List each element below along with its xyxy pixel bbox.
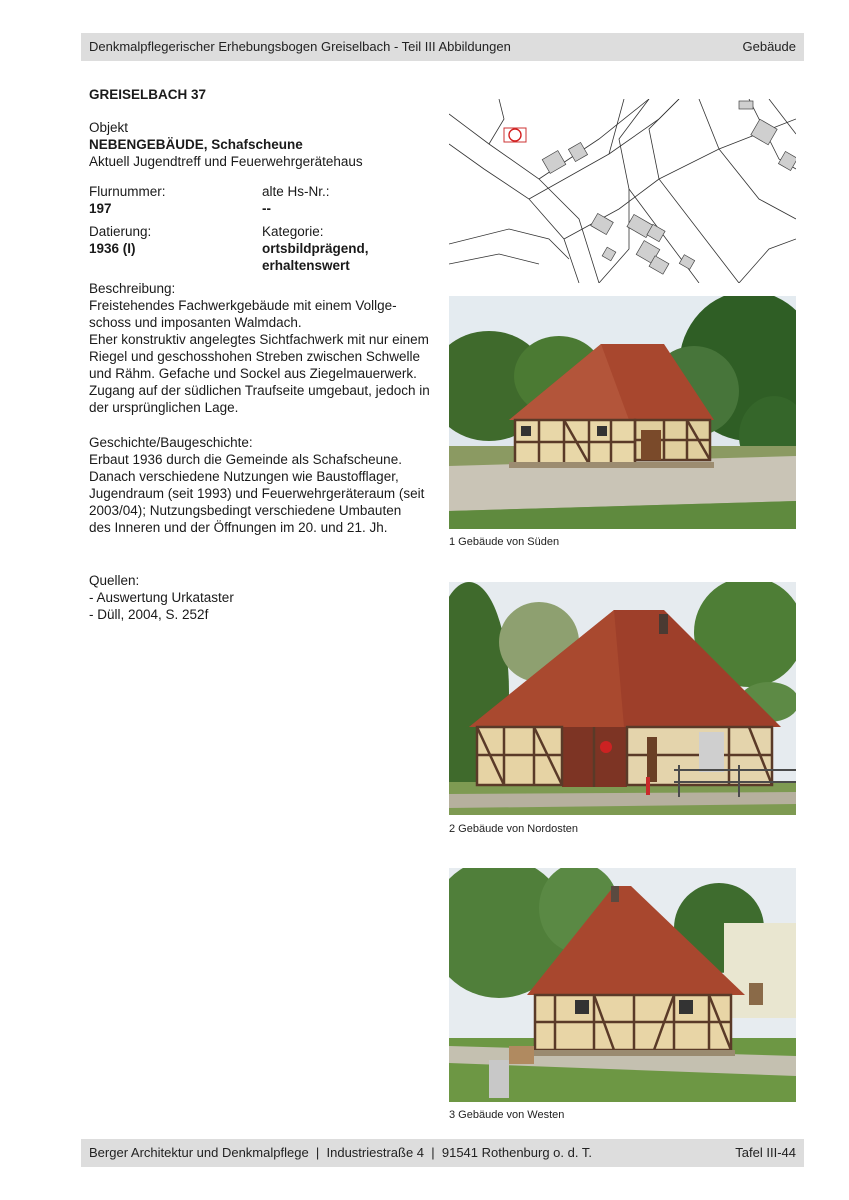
quellen-label: Quellen:	[89, 573, 140, 588]
page-header	[81, 33, 804, 61]
record-fields	[89, 183, 429, 273]
document-title: Denkmalpflegerischer Erhebungsbogen Greiselbach - Teil III Abbildungen	[89, 39, 511, 54]
flurnummer-value: 197	[89, 201, 112, 216]
kategorie-label: Kategorie:	[262, 224, 324, 239]
quellen-item: - Düll, 2004, S. 252f	[89, 607, 209, 622]
photo-gebaeude-nordosten	[449, 582, 796, 815]
photo-gebaeude-westen	[449, 868, 796, 1102]
cadastral-map	[449, 99, 796, 283]
photo-caption: 2 Gebäude von Nordosten	[449, 823, 579, 835]
beschreibung-line: Freistehendes Fachwerkgebäude mit einem Vollge-	[89, 298, 397, 313]
datierung-value: 1936 (I)	[89, 241, 136, 256]
footer-address: Berger Architektur und Denkmalpflege | Industriestraße 4 | 91541 Rothenburg o. d. T.	[89, 1145, 592, 1160]
objekt-name: NEBENGEBÄUDE, Schafscheune	[89, 137, 303, 152]
beschreibung-label: Beschreibung:	[89, 281, 176, 296]
geschichte-line: Danach verschiedene Nutzungen wie Baustofflager,	[89, 469, 399, 484]
plate-number: Tafel III-44	[735, 1145, 796, 1160]
kategorie-value-2: erhaltenswert	[262, 258, 350, 273]
alte-hs-label: alte Hs-Nr.:	[262, 184, 330, 199]
beschreibung-line: Eher konstruktiv angelegtes Sichtfachwerk mit nur einem	[89, 332, 429, 347]
photo-caption: 3 Gebäude von Westen	[449, 1109, 565, 1121]
geschichte-line: 2003/04); Nutzungsbedingt verschiedene Umbauten	[89, 503, 402, 518]
beschreibung-line: schoss und imposanten Walmdach.	[89, 315, 302, 330]
section-label: Gebäude	[742, 39, 796, 54]
geschichte-line: Erbaut 1936 durch die Gemeinde als Schafscheune.	[89, 452, 402, 467]
photo-caption: 1 Gebäude von Süden	[449, 536, 560, 548]
beschreibung-line: und Rähm. Gefache und Sockel aus Ziegelmauerwerk.	[89, 366, 417, 381]
field-row-datierung	[89, 223, 429, 273]
objekt-block	[89, 119, 429, 170]
beschreibung-line: Riegel und geschosshohen Streben zwischen Schwelle	[89, 349, 420, 364]
field-row-flurnummer	[89, 183, 429, 217]
beschreibung-line: Zugang auf der südlichen Traufseite umgebaut, jedoch in	[89, 383, 430, 398]
beschreibung-section	[89, 280, 441, 416]
quellen-section	[89, 572, 429, 623]
beschreibung-line: der ursprünglichen Lage.	[89, 400, 239, 415]
geschichte-line: des Inneren und der Öffnungen im 20. und 21. Jh.	[89, 520, 388, 535]
objekt-label: Objekt	[89, 120, 129, 135]
geschichte-label: Geschichte/Baugeschichte:	[89, 435, 253, 450]
photo-gebaeude-sueden	[449, 296, 796, 529]
datierung-label: Datierung:	[89, 224, 152, 239]
page-footer	[81, 1139, 804, 1167]
record-title: GREISELBACH 37	[89, 87, 207, 102]
quellen-item: - Auswertung Urkataster	[89, 590, 234, 605]
geschichte-section	[89, 434, 441, 536]
kategorie-value-1: ortsbildprägend,	[262, 241, 369, 256]
objekt-use: Aktuell Jugendtreff und Feuerwehrgerätehaus	[89, 154, 363, 169]
geschichte-line: Jugendraum (seit 1993) und Feuerwehrgeräteraum (seit	[89, 486, 425, 501]
alte-hs-value: --	[262, 201, 271, 216]
flurnummer-label: Flurnummer:	[89, 184, 166, 199]
location-marker-icon	[509, 129, 521, 141]
